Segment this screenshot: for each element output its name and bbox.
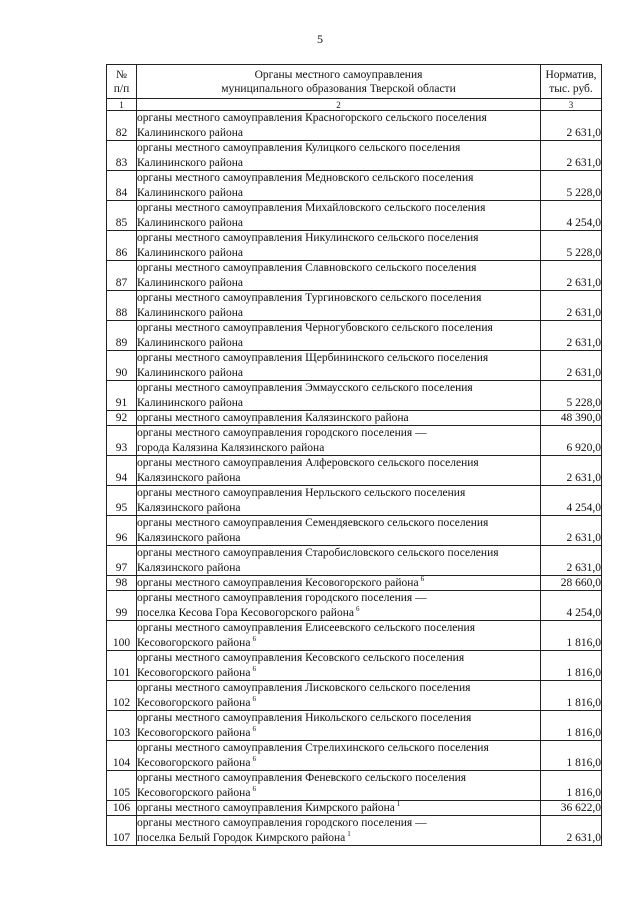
footnote-marker: 6: [252, 785, 256, 793]
table-row: [107, 741, 602, 771]
row-name-line1-text: органы местного самоуправления Эммаусского сельского поселения: [137, 382, 473, 394]
row-number: 87: [107, 261, 137, 291]
row-number: 102: [107, 681, 137, 711]
header-name-line1: Органы местного самоуправления: [254, 68, 423, 81]
row-name-line2-text: Калининского района: [137, 367, 244, 379]
row-name-line1-text: органы местного самоуправления Алферовского сельского поселения: [137, 457, 479, 469]
footnote-marker: 6: [252, 635, 256, 643]
row-name-line2-text: Калининского района: [137, 277, 244, 289]
row-number: 84: [107, 171, 137, 201]
row-name: [137, 261, 541, 291]
row-name-line1: [137, 681, 540, 695]
table-row: [107, 801, 602, 816]
table-row: [107, 576, 602, 591]
row-name-line2: [137, 755, 540, 770]
row-name-line2: [137, 305, 540, 320]
row-number: 97: [107, 546, 137, 576]
row-number: 101: [107, 651, 137, 681]
row-name: [137, 291, 541, 321]
row-name-line2: [137, 830, 540, 845]
row-name: [137, 591, 541, 621]
row-name-line2-text: Калязинского района: [137, 502, 241, 514]
row-name-line1: [137, 576, 540, 590]
header-name: [137, 65, 541, 99]
row-name-line2-text: Кесовогорского района: [137, 757, 251, 769]
row-name-line2: [137, 785, 540, 800]
table-row: [107, 591, 602, 621]
footnote-marker: 6: [420, 575, 425, 583]
row-number: 92: [107, 411, 137, 426]
row-name-line1: [137, 711, 540, 725]
row-value: 2 631,0: [541, 816, 602, 846]
row-name-line1: [137, 486, 540, 500]
row-name-line1-text: органы местного самоуправления Никулинского сельского поселения: [137, 232, 479, 244]
row-number: 93: [107, 426, 137, 456]
table-row: [107, 816, 602, 846]
row-value: 1 816,0: [541, 621, 602, 651]
column-index-2: 2: [137, 99, 541, 111]
footnote-marker: 1: [396, 800, 401, 808]
row-name-line1-text: органы местного самоуправления Лисковского сельского поселения: [137, 682, 471, 694]
header-value: [541, 65, 602, 99]
table-row: [107, 546, 602, 576]
table-row: [107, 381, 602, 411]
row-value: 36 622,0: [541, 801, 602, 816]
row-name-line2: [137, 365, 540, 380]
footnote-marker: 1: [347, 830, 351, 838]
row-number: 83: [107, 141, 137, 171]
row-number: 91: [107, 381, 137, 411]
row-name-line1: [137, 231, 540, 245]
row-name-line2-text: Кесовогорского района: [137, 727, 251, 739]
table-row: [107, 771, 602, 801]
row-name-line1-text: органы местного самоуправления Медновского сельского поселения: [137, 172, 474, 184]
row-name-line1: [137, 291, 540, 305]
row-name: [137, 711, 541, 741]
row-value: 4 254,0: [541, 201, 602, 231]
row-name-line1-text: органы местного самоуправления Елисеевского сельского поселения: [137, 622, 475, 634]
row-name: [137, 771, 541, 801]
row-name: [137, 426, 541, 456]
footnote-marker: 6: [252, 695, 256, 703]
row-name-line1: [137, 261, 540, 275]
row-value: 2 631,0: [541, 141, 602, 171]
row-value: 5 228,0: [541, 171, 602, 201]
row-number: 94: [107, 456, 137, 486]
row-name-line1-text: органы местного самоуправления Кесовского сельского поселения: [137, 652, 465, 664]
row-name: [137, 681, 541, 711]
row-value: 48 390,0: [541, 411, 602, 426]
row-name-line1-text: органы местного самоуправления Нерльского сельского поселения: [137, 487, 466, 499]
row-name-line2: [137, 440, 540, 455]
row-value: 2 631,0: [541, 321, 602, 351]
row-name-line1-text: органы местного самоуправления Кесовогорского района: [137, 577, 419, 589]
row-name-line1: [137, 411, 540, 425]
row-name-line1: [137, 351, 540, 365]
row-name-line2: [137, 185, 540, 200]
table-row: [107, 681, 602, 711]
row-name-line1: [137, 621, 540, 635]
table-row: [107, 426, 602, 456]
row-number: 100: [107, 621, 137, 651]
row-name-line1: [137, 141, 540, 155]
row-value: 4 254,0: [541, 486, 602, 516]
row-number: 88: [107, 291, 137, 321]
row-name-line2-text: Калязинского района: [137, 472, 241, 484]
footnote-marker: 6: [252, 665, 256, 673]
row-name-line2-text: Калининского района: [137, 187, 244, 199]
row-number: 99: [107, 591, 137, 621]
row-name-line2-text: Кесовогорского района: [137, 787, 251, 799]
row-name-line2-text: Кесовогорского района: [137, 637, 251, 649]
row-name-line2: [137, 695, 540, 710]
row-name-line2-text: Калязинского района: [137, 562, 241, 574]
row-name-line2: [137, 665, 540, 680]
row-name: [137, 381, 541, 411]
row-name-line1: [137, 771, 540, 785]
row-value: 1 816,0: [541, 741, 602, 771]
row-name: [137, 231, 541, 261]
row-name-line2-text: поселка Белый Городок Кимрского района: [137, 832, 346, 844]
row-name: [137, 171, 541, 201]
row-value: 28 660,0: [541, 576, 602, 591]
row-name-line1: [137, 381, 540, 395]
row-number: 95: [107, 486, 137, 516]
row-name-line2-text: поселка Кесова Гора Кесовогорского района: [137, 607, 354, 619]
header-number-line1: №: [116, 68, 127, 81]
row-number: 107: [107, 816, 137, 846]
row-number: 86: [107, 231, 137, 261]
row-value: 2 631,0: [541, 351, 602, 381]
row-number: 104: [107, 741, 137, 771]
row-name-line2: [137, 275, 540, 290]
row-name-line1-text: органы местного самоуправления Кимрского района: [137, 802, 395, 814]
row-name-line1: [137, 516, 540, 530]
row-value: 2 631,0: [541, 261, 602, 291]
table-row: [107, 261, 602, 291]
header-number-line2: п/п: [113, 82, 130, 95]
table-row: [107, 711, 602, 741]
column-index-1: 1: [107, 99, 137, 111]
row-name-line2-text: города Калязина Калязинского района: [137, 442, 325, 454]
table-row: [107, 111, 602, 141]
table-body: [107, 111, 602, 846]
row-number: 98: [107, 576, 137, 591]
footnote-marker: 6: [252, 755, 256, 763]
row-name-line1-text: органы местного самоуправления Тургиновского сельского поселения: [137, 292, 482, 304]
row-value: 4 254,0: [541, 591, 602, 621]
row-name: [137, 141, 541, 171]
row-name: [137, 621, 541, 651]
row-name-line2: [137, 245, 540, 260]
row-name-line1-text: органы местного самоуправления Калязинского района: [137, 412, 409, 424]
row-value: 2 631,0: [541, 111, 602, 141]
row-name-line2: [137, 725, 540, 740]
row-name-line1-text: органы местного самоуправления городского поселения —: [137, 817, 427, 829]
row-name: [137, 576, 541, 591]
table-row: [107, 651, 602, 681]
row-name: [137, 651, 541, 681]
row-name-line1: [137, 546, 540, 560]
table-row: [107, 321, 602, 351]
row-name-line1-text: органы местного самоуправления городского поселения —: [137, 592, 427, 604]
row-name-line1-text: органы местного самоуправления Никольского сельского поселения: [137, 712, 472, 724]
row-name-line1: [137, 426, 540, 440]
row-name-line1-text: органы местного самоуправления Красногорского сельского поселения: [137, 112, 487, 124]
table-row: [107, 231, 602, 261]
row-name-line1-text: органы местного самоуправления Михайловского сельского поселения: [137, 202, 486, 214]
row-name: [137, 801, 541, 816]
table-row: [107, 141, 602, 171]
row-name: [137, 816, 541, 846]
table-row: [107, 201, 602, 231]
row-value: 1 816,0: [541, 771, 602, 801]
row-name-line2: [137, 470, 540, 485]
row-name-line1-text: органы местного самоуправления Стрелихинского сельского поселения: [137, 742, 489, 754]
row-name-line2: [137, 155, 540, 170]
row-name: [137, 111, 541, 141]
row-name: [137, 516, 541, 546]
table-row: [107, 351, 602, 381]
row-name-line2-text: Кесовогорского района: [137, 697, 251, 709]
table-row: [107, 411, 602, 426]
row-name-line2-text: Калининского района: [137, 127, 244, 139]
footnote-marker: 6: [355, 605, 360, 613]
row-name-line1: [137, 111, 540, 125]
row-name-line2: [137, 395, 540, 410]
row-value: 6 920,0: [541, 426, 602, 456]
row-name-line1-text: органы местного самоуправления Щербининского сельского поселения: [137, 352, 489, 364]
row-number: 106: [107, 801, 137, 816]
table-row: [107, 516, 602, 546]
table-header-row: [107, 65, 602, 99]
footnote-marker: 6: [252, 725, 256, 733]
row-number: 90: [107, 351, 137, 381]
row-value: 1 816,0: [541, 711, 602, 741]
header-number: [107, 65, 137, 99]
row-name-line2: [137, 560, 540, 575]
table-row: [107, 171, 602, 201]
row-name-line1: [137, 741, 540, 755]
row-name: [137, 411, 541, 426]
header-value-line2: тыс. руб.: [549, 82, 593, 95]
row-name-line1-text: органы местного самоуправления Черногубовского сельского поселения: [137, 322, 493, 334]
row-name-line2: [137, 635, 540, 650]
row-value: 2 631,0: [541, 546, 602, 576]
row-name: [137, 201, 541, 231]
row-name: [137, 321, 541, 351]
row-name-line2: [137, 605, 540, 620]
row-name-line1: [137, 201, 540, 215]
row-name-line1: [137, 651, 540, 665]
row-number: 82: [107, 111, 137, 141]
row-name: [137, 456, 541, 486]
row-value: 2 631,0: [541, 291, 602, 321]
row-number: 103: [107, 711, 137, 741]
row-name-line1-text: органы местного самоуправления городского поселения —: [137, 427, 427, 439]
row-name-line2: [137, 500, 540, 515]
column-index-row: [107, 99, 602, 111]
table-row: [107, 486, 602, 516]
row-name: [137, 546, 541, 576]
row-name-line1-text: органы местного самоуправления Феневского сельского поселения: [137, 772, 467, 784]
row-name-line2-text: Калининского района: [137, 397, 244, 409]
table-row: [107, 291, 602, 321]
norms-table: [106, 64, 602, 846]
row-name-line1: [137, 591, 540, 605]
row-name: [137, 486, 541, 516]
row-name-line1-text: органы местного самоуправления Старобисловского сельского поселения: [137, 547, 499, 559]
header-name-line2: муниципального образования Тверской области: [221, 82, 456, 95]
row-name-line2-text: Калязинского района: [137, 532, 241, 544]
row-name-line2: [137, 125, 540, 140]
row-value: 2 631,0: [541, 516, 602, 546]
row-name-line2-text: Калининского района: [137, 157, 244, 169]
row-name-line1: [137, 321, 540, 335]
row-name-line2: [137, 530, 540, 545]
column-index-3: 3: [541, 99, 602, 111]
row-name-line1: [137, 456, 540, 470]
row-name: [137, 741, 541, 771]
row-name-line2-text: Калининского района: [137, 247, 244, 259]
row-name-line1-text: органы местного самоуправления Кулицкого сельского поселения: [137, 142, 461, 154]
row-name-line1-text: органы местного самоуправления Семендяевского сельского поселения: [137, 517, 489, 529]
row-number: 89: [107, 321, 137, 351]
row-value: 1 816,0: [541, 651, 602, 681]
row-name-line2-text: Кесовогорского района: [137, 667, 251, 679]
row-name-line2: [137, 215, 540, 230]
row-name: [137, 351, 541, 381]
row-name-line1-text: органы местного самоуправления Славновского сельского поселения: [137, 262, 477, 274]
row-value: 1 816,0: [541, 681, 602, 711]
row-name-line2-text: Калининского района: [137, 307, 244, 319]
row-name-line2-text: Калининского района: [137, 217, 244, 229]
row-value: 5 228,0: [541, 381, 602, 411]
row-name-line1: [137, 171, 540, 185]
row-name-line1: [137, 801, 540, 815]
row-name-line1: [137, 816, 540, 830]
page-number: 5: [317, 32, 323, 46]
row-number: 85: [107, 201, 137, 231]
row-value: 2 631,0: [541, 456, 602, 486]
table-row: [107, 456, 602, 486]
table-row: [107, 621, 602, 651]
row-number: 96: [107, 516, 137, 546]
row-name-line2: [137, 335, 540, 350]
row-name-line2-text: Калининского района: [137, 337, 244, 349]
header-value-line1: Норматив,: [545, 68, 597, 81]
row-value: 5 228,0: [541, 231, 602, 261]
row-number: 105: [107, 771, 137, 801]
